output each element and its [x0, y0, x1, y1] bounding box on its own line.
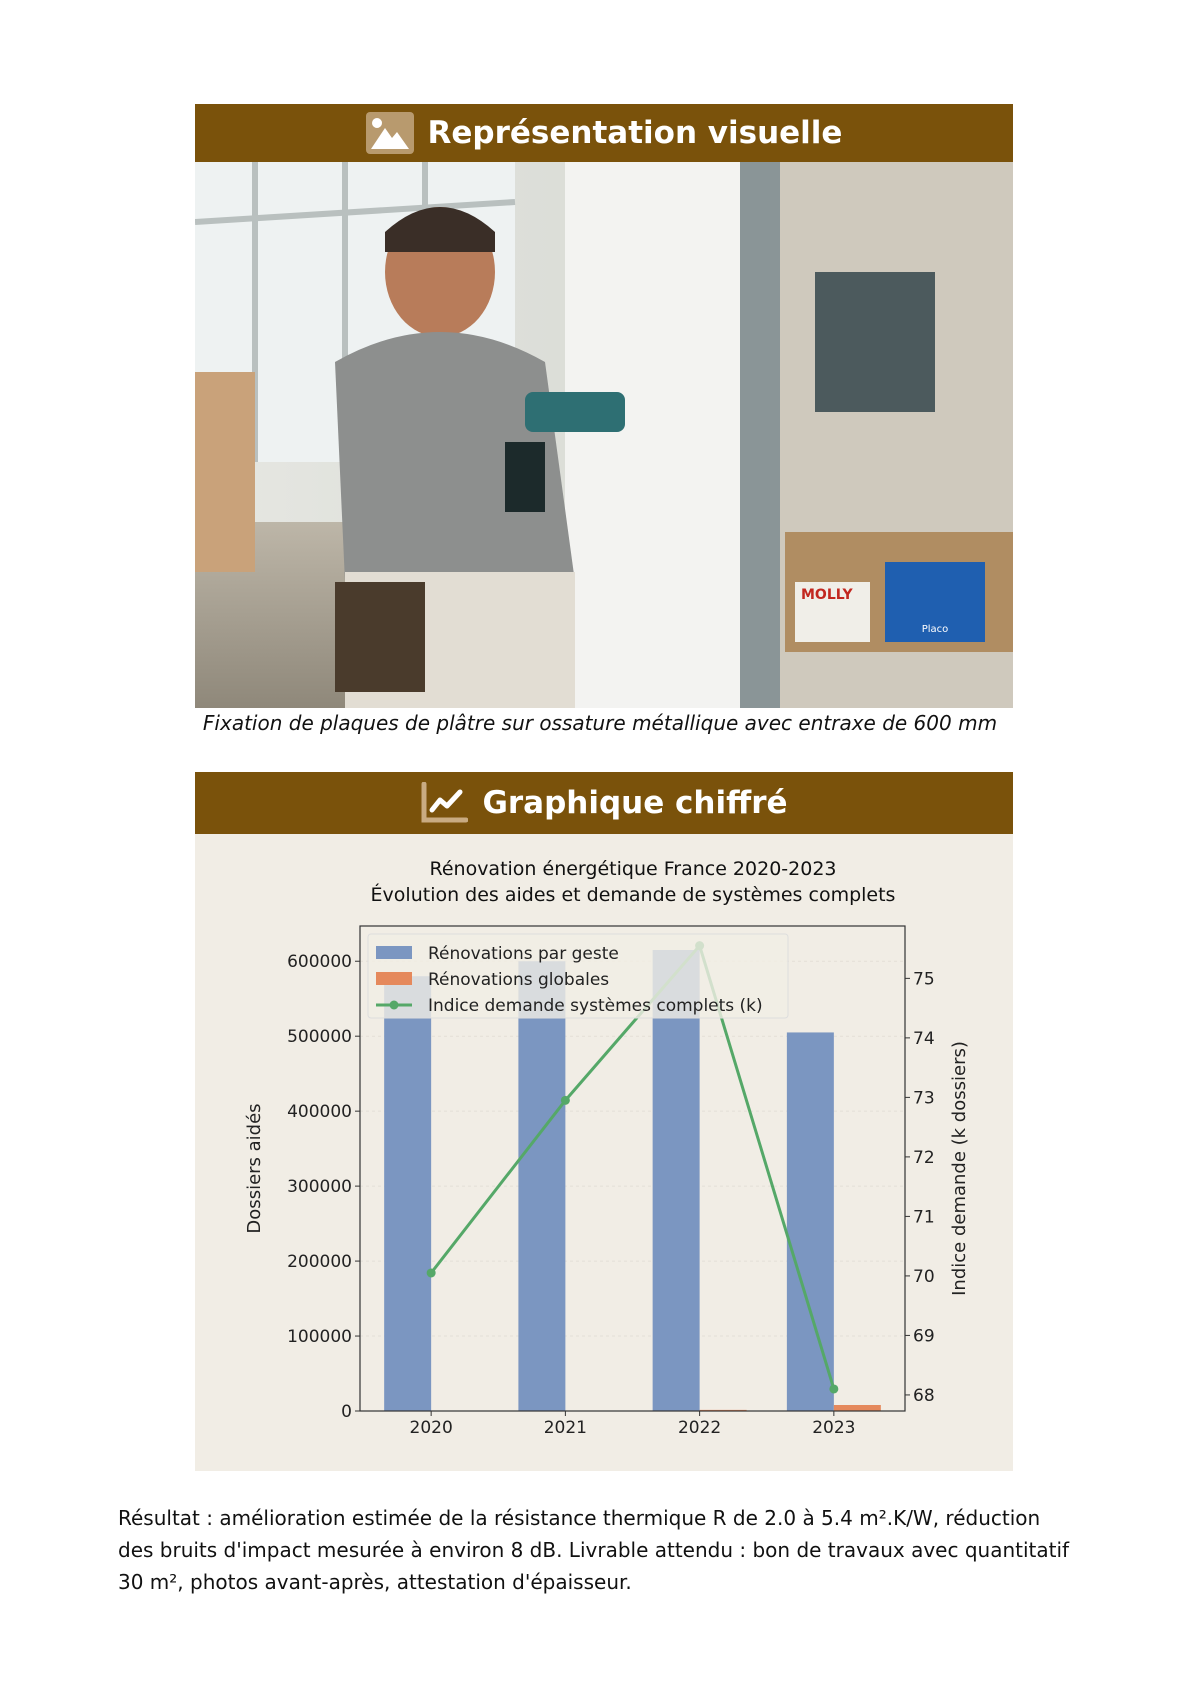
- chart-panel: [195, 834, 1013, 1471]
- molly-box-label: MOLLY: [801, 587, 853, 603]
- bar-geste: [384, 976, 431, 1411]
- demand-point: [427, 1268, 436, 1277]
- chart-title: Rénovation énergétique France 2020-2023: [429, 858, 837, 880]
- chart-section-title: Graphique chiffré: [482, 785, 788, 821]
- chart-subtitle: Évolution des aides et demande de systèmes complets: [370, 884, 896, 906]
- bar-geste: [653, 950, 700, 1411]
- y2-tick-label: 72: [913, 1147, 935, 1168]
- y-tick-label: 600000: [287, 952, 352, 973]
- y-tick-label: 500000: [287, 1027, 352, 1048]
- x-tick-label: 2022: [677, 1418, 722, 1438]
- y2-tick-label: 70: [913, 1266, 935, 1287]
- visual-section-header: [195, 104, 1013, 162]
- legend-swatch: [376, 972, 412, 985]
- y-tick-label: 0: [341, 1402, 352, 1422]
- photo-caption: Fixation de plaques de plâtre sur ossature métallique avec entraxe de 600 mm: [202, 711, 998, 735]
- chart-section-header: [195, 772, 1013, 834]
- y2-tick-label: 68: [913, 1385, 935, 1406]
- legend-marker: [390, 1001, 399, 1010]
- x-tick-label: 2023: [812, 1418, 856, 1438]
- y2-axis-label: Indice demande (k dossiers): [949, 1041, 970, 1296]
- workshop-photo: [195, 162, 1013, 708]
- line-chart-icon: [420, 782, 468, 824]
- legend-swatch: [376, 946, 412, 959]
- demand-point: [561, 1096, 570, 1105]
- y2-tick-label: 75: [913, 969, 935, 990]
- legend-label: Indice demande systèmes complets (k): [428, 996, 763, 1016]
- y2-tick-label: 71: [913, 1207, 935, 1228]
- y-tick-label: 300000: [287, 1177, 352, 1198]
- chart: [195, 834, 1013, 1471]
- legend-label: Rénovations globales: [428, 970, 610, 990]
- legend-label: Rénovations par geste: [428, 944, 619, 964]
- visual-section-title: Représentation visuelle: [427, 115, 843, 151]
- y2-tick-label: 69: [913, 1326, 935, 1347]
- x-tick-label: 2020: [409, 1418, 453, 1438]
- image-icon: [366, 112, 414, 154]
- bar-globales: [834, 1405, 881, 1411]
- x-tick-label: 2021: [543, 1418, 588, 1438]
- y-tick-label: 400000: [287, 1102, 352, 1123]
- bar-geste: [518, 961, 565, 1411]
- bar-geste: [787, 1032, 834, 1411]
- demand-point: [829, 1384, 838, 1393]
- result-paragraph: Résultat : amélioration estimée de la résistance thermique R de 2.0 à 5.4 m².K/W, réduction des bruits d'impact mesurée à environ 8 dB. Livrable attendu : bon de travaux avec quantitatif 30 m², photos avant-après, attestation d'épaisseur.: [118, 1506, 1070, 1594]
- y-tick-label: 100000: [287, 1327, 352, 1348]
- placo-box-label: Placo: [921, 624, 949, 635]
- y-axis-label: Dossiers aidés: [244, 1103, 265, 1234]
- y2-tick-label: 74: [913, 1028, 935, 1049]
- y-tick-label: 200000: [287, 1252, 352, 1273]
- y2-tick-label: 73: [913, 1088, 935, 1109]
